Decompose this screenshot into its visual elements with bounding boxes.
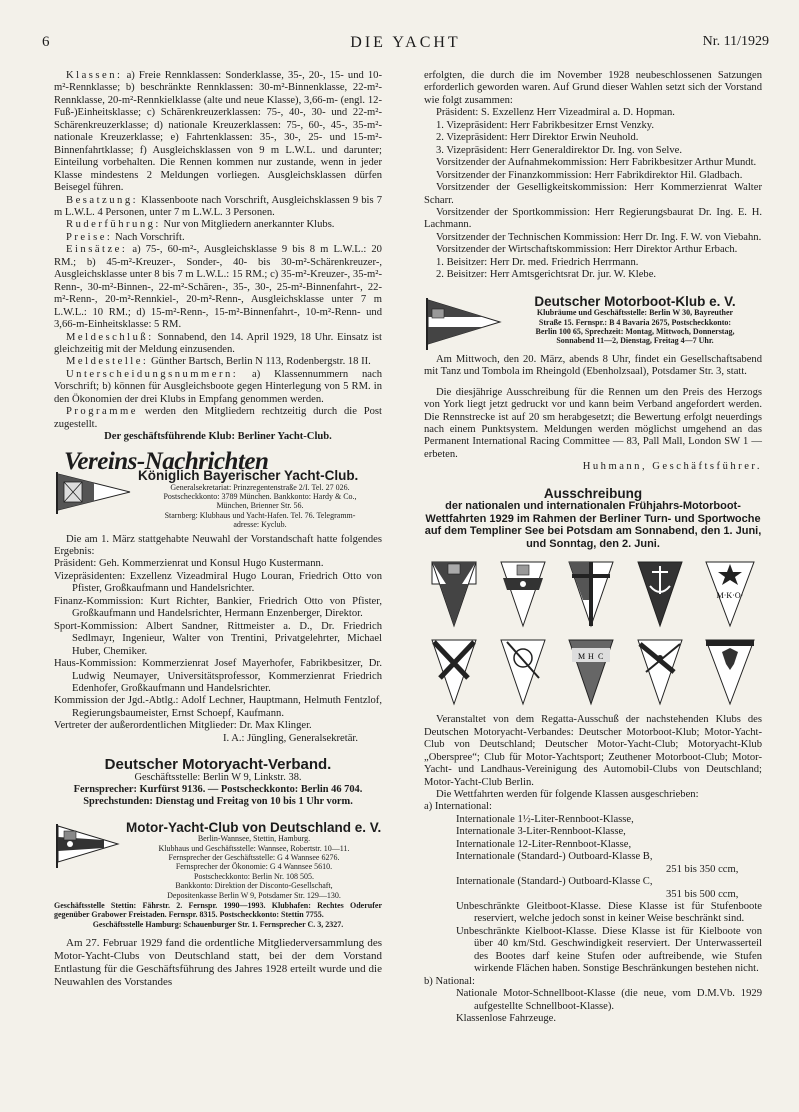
mko-pennant-icon (702, 560, 758, 628)
kbyc-intro: Die am 1. März stattgehabte Neuwahl der Vorstandschaft hatte folgendes Ergebnis: (54, 533, 382, 557)
class-item: Internationale 1½-Liter-Rennboot-Klasse, (456, 813, 634, 825)
mycd-pennant-icon (497, 560, 549, 628)
international-list (424, 814, 762, 901)
kbyc-line: Präsident: Geh. Kommerzienrat und Konsul Hugo Kustermann. (54, 558, 324, 570)
diagonal-pennant-icon (634, 638, 686, 706)
right-column (424, 70, 762, 1026)
besatzung-paragraph: Besatzung: Klassenboote nach Vorschrift, Ausgleichsklassen 9 bis 7 m L.W.L. 4 Personen, unter 7 m L.W.L. 3 Personen. (54, 194, 382, 218)
mycd-name: Motor-Yacht-Club von Deutschland e. V. (126, 819, 382, 835)
vorsitz-line: Vorsitzender der Aufnahmekommission: Herr Fabrikbesitzer Arthur Mundt. (436, 157, 757, 169)
dmv-heading: Deutscher Motoryacht-Verband. (104, 756, 332, 774)
ausschreibung-heading: Ausschreibung (543, 485, 643, 501)
class-item: 351 bis 500 ccm, (666, 888, 739, 900)
eagle-pennant-icon (702, 638, 758, 706)
klub-line: Der geschäftsführende Klub: Berliner Yacht-Club. (104, 431, 332, 443)
class-item: Klassenlose Fahrzeuge. (456, 1013, 557, 1025)
mycd-block (54, 819, 382, 900)
meldeschluss-paragraph: Meldeschluß: Sonnabend, den 14. April 1929, 18 Uhr. Einsatz ist gleichzeitig mit der Meldung einzusenden. (54, 331, 382, 355)
class-item: Internationale 12-Liter-Rennboot-Klasse, (456, 838, 632, 850)
kbyc-signature: I. A.: Jüngling, Generalsekretär. (222, 732, 358, 744)
dmk-signature: Huhmann, Geschäftsführer. (582, 461, 762, 473)
class-item: Internationale 3-Liter-Rennboot-Klasse, (456, 826, 626, 838)
kbyc-line: Vizepräsidenten: Exzellenz Vizeadmiral Hugo Louran, Friedrich Otto von Pfister, Großkaufmann und Handelsrichter. (54, 570, 382, 595)
vorsitz-line: Vorsitzender der Finanzkommission: Herr Fabrikdirektor Hil. Gladbach. (436, 169, 743, 181)
mhc-pennant-icon (565, 638, 617, 706)
z-pennant-icon (497, 638, 549, 706)
dmk-paragraph: Am Mittwoch, den 20. März, abends 8 Uhr, findet ein Gesellschaftsabend mit Tanz und Tombola im Rheingold (Ebenholzsaal), Potsdamer Str. 3, statt. (424, 353, 762, 378)
cross-pennant-icon (565, 560, 617, 628)
dmk-name: Deutscher Motorboot-Klub e. V. (534, 293, 736, 309)
mycd-continued: erfolgten, die durch die im November 1928 neubeschlossenen Satzungen erforderlich geworden waren. Auf Grund dieser Wahlen setzt sich der Vorstand wie folgt zusammen: (424, 70, 762, 106)
dmk-burgee-icon (424, 296, 502, 350)
vorsitz-line: Vorsitzender der Wirtschaftskommission: Herr Direktor Arthur Erbach. (436, 244, 738, 256)
club-flags-row-2 (428, 638, 758, 706)
unterscheidung-paragraph: Unterscheidungsnummern: a) Klassennummern nach Vorschrift; b) können für Ausgleichsboote gegen Hinterlegung von 5 RM. in den Ökonomien der drei Klubs in Empfang genommen werden. (54, 368, 382, 405)
vorsitz-line: Vorsitzender der Technischen Kommission: Herr Dr. Ing. F. W. von Viebahn. (436, 231, 762, 243)
left-column (54, 70, 382, 989)
mko-flag-label: M·K·O· (716, 591, 744, 601)
class-item: Unbeschränkte Gleitboot-Klasse. Diese Klasse ist für Stufenboote reserviert, welche jedoch sonst in keiner Weise beschränkt sind. (456, 901, 762, 925)
club-flags-row-1 (428, 560, 758, 628)
vereins-heading: Vereins-Nachrichten (64, 447, 269, 475)
kbyc-burgee-icon (54, 470, 132, 514)
kbyc-line: Vertreter der außerordentlichen Mitglieder: Dr. Max Klinger. (54, 720, 312, 732)
vorstand-line: 1. Vizepräsident: Herr Fabrikbesitzer Ernst Venzky. (436, 119, 655, 131)
einsaetze-paragraph: Einsätze: a) 75-, 60-m²-, Ausgleichsklasse 9 bis 8 m L.W.L.: 20 RM.; b) 45-m²-Kreuzer-, Sonder-, 40- bis 30-m²-Schärenkreuzer-, Ausgleichsklasse unter 8 bis 7 m L.W.L.: 15 RM.; c) 35-m²-Kreuzer-, 35-m²-Renn-, 30-m²-Binnen-, 22-m²-Schären-, 35-, 30-, 25-m²-Binnenfahrt-, 22-m²-Renn-, 20-m²-Rennkiel-, 20-m²-Renn-, Ausgleichsklasse unter 7 m L.W.L.: 10 RM.; d) 15-m²-Renn-, 15-m²-Binnenfahrt-, 10-m²-Renn- und 3,66-m-Einheitsklasse: 5 RM. (54, 244, 382, 331)
kbyc-line: Haus-Kommission: Kommerzienrat Josef Mayerhofer, Fabrikbesitzer, Dr. Ludwig Neumayer, Universitätsprofessor, Kommerzienrat Friedrich Edenhofer, Großkaufmann und Handelsrichter. (54, 658, 382, 694)
meldestelle-paragraph: Meldestelle: Günther Bartsch, Berlin N 113, Rodenbergstr. 18 II. (66, 356, 371, 368)
class-item: Nationale Motor-Schnellboot-Klasse (die neue, vom D.M.Vb. 1929 aufgestellte Schnellboot-Klasse). (456, 988, 762, 1012)
dmk-info: Klubräume und Geschäftsstelle: Berlin W 30, Bayreuther Straße 15. Fernspr.: B 4 Bavaria 2675, Postscheckkonto: Berlin 100 65, Sprechzeit: Montag, Mittwoch, Donnerstag, Sonnabend 11—2, Dienstag, Freitag 4—7 Uhr. (535, 308, 735, 346)
kbyc-line: Finanz-Kommission: Kurt Richter, Bankier, Friedrich Otto von Pfister, Großkaufmann und Handelsrichter, Hermann Enzenberger, Direktor. (54, 595, 382, 620)
kbyc-block (54, 470, 382, 529)
class-item: Internationale (Standard-) Outboard-Klasse C, (456, 876, 653, 888)
kbyc-name: Königlich Bayerischer Yacht-Club. (138, 468, 359, 484)
klassen-paragraph: Klassen: a) Freie Rennklassen: Sonderklasse, 35-, 20-, 15- und 10-m²-Rennklasse; b) beschränkte Rennklassen: 30-m²-Binnenklasse, 22-m²-Rennklasse, 20-m²-Rennkielklasse (alte und neue Klasse), 3,66-m- (engl. 12-Fuß-)Einheitsklasse; c) Schärenkreuzerklassen: 75-, 40-, 30- und 22-m²-Schärenkreuzerklasse; d) nationale Kreuzerklassen: 75-, 60-, 45-, 35-m²-nationale Kreuzerklasse; e) Fahrtenklassen: 35-, 30-, 25- und 15-m²-Binnenfahrtklasse; f) Ausgleichsklassen von 9 m L.W.L. und darunter; Einteilung vorbehalten. Die Rennen kommen nur zustande, wenn in jeder Klasse mindestens 2 Meldungen vorliegen. Ausgleichsklassen dürfen Beisegel führen. (54, 70, 382, 194)
page-number: 6 (42, 34, 50, 50)
national-list (424, 988, 762, 1025)
vorsitz-line: Vorsitzender der Sportkommission: Herr Regierungsbaurat Dr. Ing. E. H. Lachmann. (424, 206, 762, 231)
vorstand-line: 2. Vizepräsident: Herr Direktor Erwin Neuhold. (436, 132, 639, 144)
international-more (424, 901, 762, 976)
beisitzer-line: 2. Beisitzer: Herr Amtsgerichtsrat Dr. jur. W. Klebe. (436, 269, 657, 281)
beisitzer-line: 1. Beisitzer: Herr Dr. med. Friedrich Herrmann. (436, 256, 639, 268)
kbyc-line: Sport-Kommission: Albert Sandner, Rittmeister a. D., Dr. Friedrich Sedlmayr, Ingenieur, Walter von Trentini, Privatgelehrter, Michael Huber, Chemiker. (54, 620, 382, 657)
flag-letter-c: C (598, 652, 604, 662)
kbyc-info: Generalsekretariat: Prinzregentenstraße 2/I. Tel. 27 026. Postscheckkonto: 3789 München. Bankkonto: Hardy & Co., München, Brienner Str. 56. Starnberg: Klubhaus und Yacht-Hafen. Tel. 76. Telegramm- adresse: Kyclub. (163, 482, 357, 530)
mycd-info-extra: Geschäftsstelle Stettin: Fährstr. 2. Fernspr. 1990—1993. Klubhafen: Rechtes Oderufer gegenüber Grabower Freistaden. Fernspr. 8315. Postscheckkonto: Stettin 7755. Geschäftsstelle Hamburg: Schauenburger Str. 1. Fernsprecher C. 3, 2327. (54, 900, 382, 929)
mycd-paragraph: Am 27. Februar 1929 fand die ordentliche Mitgliederversammlung des Motor-Yacht-Clubs von Deutschland statt, bei der dem Vorstand Entlastung für die Geschäftsführung des Jahres 1928 erteilt wurde und die Neuwahlen des Vorstandes (54, 937, 382, 989)
dmk-block (424, 293, 762, 350)
dmk-pennant-icon (428, 560, 480, 628)
issue-number: Nr. 11/1929 (702, 34, 769, 49)
ausschreibung-paragraph: Veranstaltet von dem Regatta-Ausschuß der nachstehenden Klubs des Deutschen Motoryacht-Verbandes: Deutscher Motorboot-Klub; Motor-Yacht-Club von Deutschland; Deutscher Motor-Yacht-Club; Motoryacht-Klub „Oberspree“; Club für Motor-Yachtsport; Zeuthener Motorboot-Club; Motor-Yacht- und Landhaus-Vereinigung des Automobil-Clubs von Deutschland; Motor-Yacht-Club Berlin. (424, 714, 762, 788)
vorstand-line: 3. Vizepräsident: Herr Generaldirektor Dr. Ing. von Selve. (436, 144, 682, 156)
anchor-pennant-icon (634, 560, 686, 628)
saltire-pennant-icon (428, 638, 480, 706)
class-item: Unbeschränkte Kielboot-Klasse. Diese Klasse ist für Kielboote von über 40 km/Std. Geschwindigkeit reserviert. Der Unterwasserteil des Bootes darf keine Stufen oder auftreibende, wie Stufen wirkende Flächen haben. Sonstige Beschränkungen bestehen nicht. (456, 925, 762, 975)
kbyc-line: Kommission der Jgd.-Abtlg.: Adolf Lechner, Hauptmann, Helmuth Fentzlof, Regierungsbaumeister, Ernst Schoepf, Kaufmann. (54, 695, 382, 719)
mycd-info: Berlin-Wannsee, Stettin, Hamburg. Klubhaus und Geschäftsstelle: Wannsee, Robertstr. 10—11. Fernsprecher der Geschäftsstelle: G 4 Wannsee 6276. Fernsprecher der Ökonomie: G 4 Wannsee 5610. Postscheckkonto: Berlin Nr. 108 505. Bankkonto: Direktion der Disconto-Gesellschaft, Depositenkasse Berlin W 9, Potsdamer Str. 129—130. (158, 834, 350, 900)
class-item: Internationale (Standard-) Outboard-Klasse B, (456, 851, 653, 863)
ruder-paragraph: Ruderführung: Nur von Mitgliedern anerkannter Klubs. (66, 219, 335, 231)
national-label: b) National: (424, 975, 475, 987)
dmv-contact: Geschäftsstelle: Berlin W 9, Linkstr. 38. Fernsprecher: Kurfürst 9136. — Postscheckkonto: Berlin 46 704. Sprechstunden: Dienstag und Freitag von 10 bis 1 Uhr vorm. (73, 771, 363, 807)
mycd-burgee-icon (54, 822, 120, 868)
dmk-paragraph-2: Die diesjährige Ausschreibung für die Rennen um den Preis des Herzogs von York liegt jetzt gedruckt vor und kann beim Verband angefordert werden. Die Rennstrecke ist auf 20 sm herabgesetzt; die Bewertung erfolgt neuerdings nach einem Punktsystem. Meldungen werden möglichst umgehend an das Permanent International Racing Committee — 83, Pall Mall, London SW 1 — erbeten. (424, 386, 762, 460)
preise-paragraph: Preise: Nach Vorschrift. (66, 231, 185, 243)
international-label: a) International: (424, 801, 492, 813)
flag-letter-h: H (588, 652, 594, 662)
vorsitz-line: Vorsitzender der Geselligkeitskommission: Herr Kommerzienrat Walter Scharr. (424, 182, 762, 206)
page-header (42, 34, 769, 58)
class-item: 251 bis 350 ccm, (666, 863, 739, 875)
programme-paragraph: Programme werden den Mitgliedern rechtzeitig durch die Post zugestellt. (54, 406, 382, 430)
ausschreibung-paragraph-2: Die Wettfahrten werden für folgende Klassen ausgeschrieben: (436, 788, 699, 800)
journal-title: DIE YACHT (350, 34, 461, 51)
ausschreibung-subheading: der nationalen und internationalen Frühjahrs-Motorboot-Wettfahrten 1929 im Rahmen der Berliner Turn- und Sportwoche auf dem Templiner See bei Potsdam am Sonnabend, den 1. Juni, und Sonntag, den 2. Juni. (424, 500, 762, 550)
vorstand-line: Präsident: S. Exzellenz Herr Vizeadmiral a. D. Hopman. (436, 107, 675, 119)
flag-letter-m: M (578, 652, 586, 662)
